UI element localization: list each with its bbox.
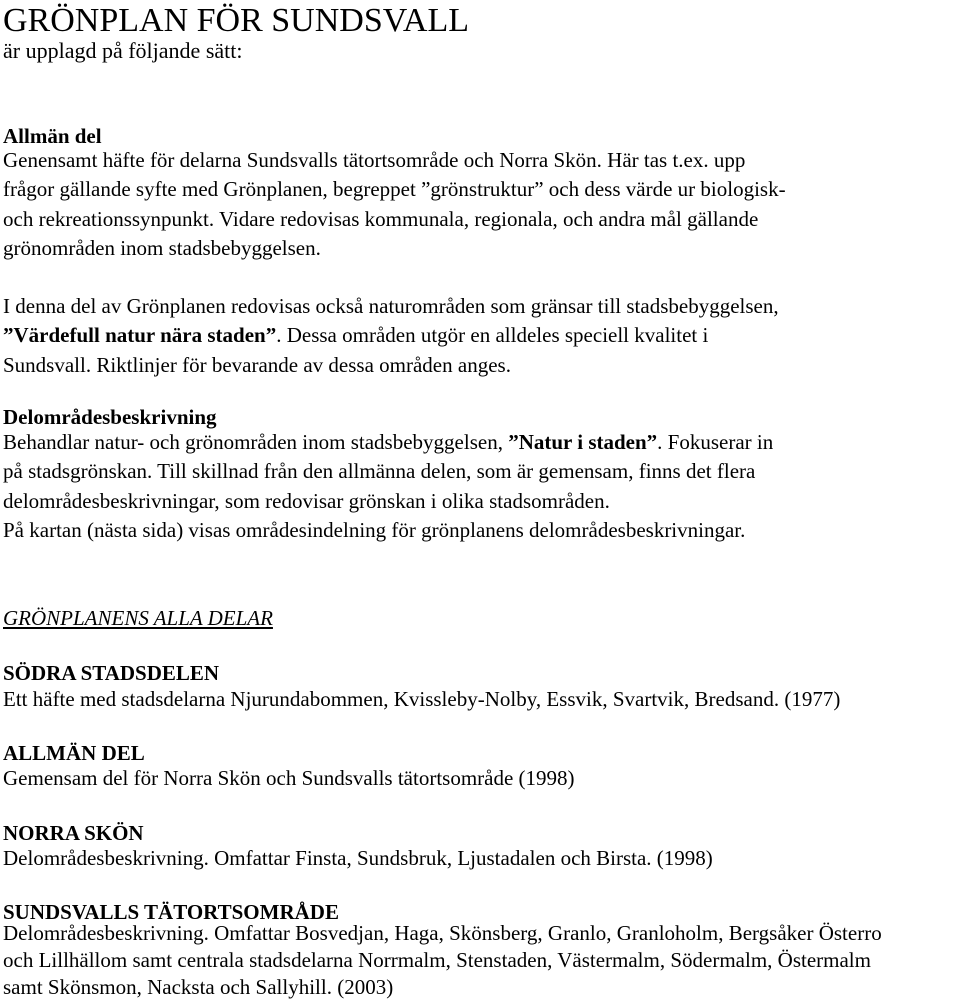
delomrade-text: Behandlar natur- och grönområden inom stadsbebyggelsen, [3, 430, 509, 454]
natur-i-staden-title: ”Natur i staden” [508, 430, 658, 454]
alla-delar-heading: GRÖNPLANENS ALLA DELAR [3, 606, 273, 630]
allman-line: och rekreationssynpunkt. Vidare redovisas kommunala, regionala, och andra mål gällande [3, 206, 759, 231]
natur-nara-text: . Dessa områden utgör en alldeles speciell kvalitet i [276, 323, 709, 348]
natur-nara-title: ”Värdefull natur nära staden” [3, 323, 277, 348]
allman-line: frågor gällande syfte med Grönplanen, begreppet ”grönstruktur” och dess värde ur biologisk- [3, 177, 786, 202]
section-heading-allman: ALLMÄN DEL [3, 741, 145, 765]
page-subtitle: är upplagd på följande sätt: [3, 38, 243, 63]
allman-heading: Allmän del [3, 124, 102, 148]
allman-paragraph [3, 146, 953, 264]
section-text-tatort [3, 920, 953, 1001]
natur-nara-line: I denna del av Grönplanen redovisas också naturområden som gränsar till stadsbebyggelsen, [3, 294, 779, 318]
page-title: GRÖNPLAN FÖR SUNDSVALL [3, 2, 470, 39]
section-text-allman: Gemensam del för Norra Skön och Sundsvalls tätortsområde (1998) [3, 766, 575, 790]
delomrade-line: delområdesbeskrivningar, som redovisar grönskan i olika stadsområden. [3, 488, 610, 513]
delomrade-line [3, 428, 953, 457]
delomrade-heading: Delområdesbeskrivning [3, 405, 217, 429]
delomrade-line: På kartan (nästa sida) visas områdesindelning för grönplanens delområdesbeskrivningar. [3, 518, 746, 543]
natur-nara-line: Sundsvall. Riktlinjer för bevarande av dessa områden anges. [3, 352, 511, 377]
section-text-sodra: Ett häfte med stadsdelarna Njurundabommen, Kvissleby-Nolby, Essvik, Svartvik, Bredsand. (1977) [3, 687, 841, 711]
allman-line: Genensamt häfte för delarna Sundsvalls tätortsområde och Norra Skön. Här tas t.ex. upp [3, 148, 746, 172]
tatort-line: samt Skönsmon, Nacksta och Sallyhill. (2003) [3, 975, 394, 999]
allman-line: grönområden inom stadsbebyggelsen. [3, 236, 321, 261]
tatort-line: Delområdesbeskrivning. Omfattar Bosvedjan, Haga, Skönsberg, Granlo, Granloholm, Bergsåker Österro [3, 921, 882, 945]
section-heading-sodra: SÖDRA STADSDELEN [3, 661, 220, 685]
section-heading-tatort: SUNDSVALLS TÄTORTSOMRÅDE [3, 900, 339, 924]
section-heading-norra: NORRA SKÖN [3, 821, 144, 845]
delomrade-line: på stadsgrönskan. Till skillnad från den allmänna delen, som är gemensam, finns det flera [3, 459, 756, 484]
delomrade-text: . Fokuserar in [657, 430, 774, 454]
natur-nara-line [3, 321, 953, 350]
natur-nara-paragraph [3, 292, 953, 380]
delomrade-paragraph [3, 428, 953, 546]
tatort-line: och Lillhällom samt centrala stadsdelarna Norrmalm, Stenstaden, Västermalm, Södermalm, Östermalm [3, 948, 871, 972]
section-text-norra: Delområdesbeskrivning. Omfattar Finsta, Sundsbruk, Ljustadalen och Birsta. (1998) [3, 846, 713, 870]
